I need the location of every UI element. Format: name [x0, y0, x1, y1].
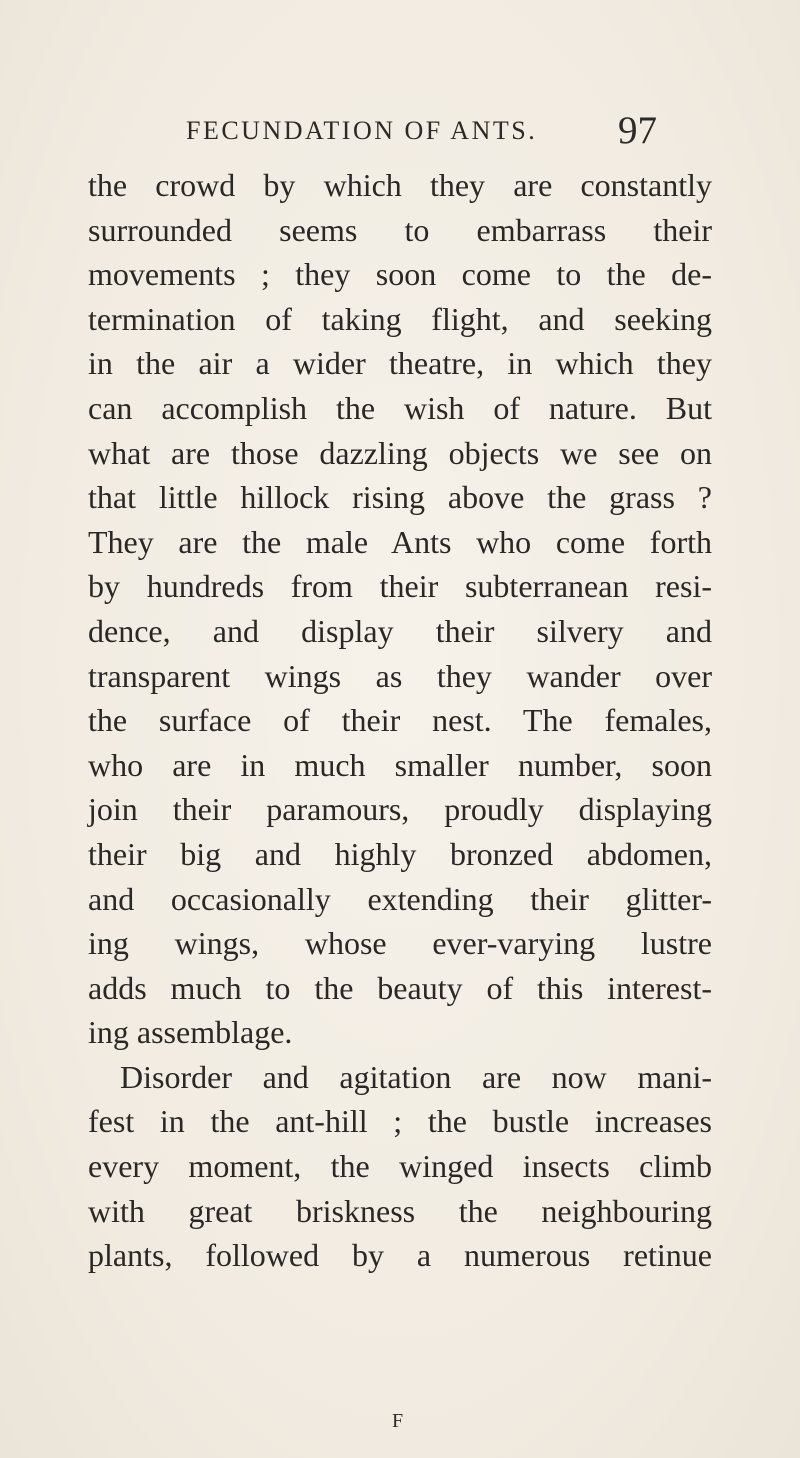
text-line: movements ; they soon come to the de-	[88, 256, 712, 293]
text-line: and occasionally extending their glitter-	[88, 880, 712, 917]
page-header	[0, 108, 800, 158]
text-line: plants, followed by a numerous retinue	[88, 1237, 712, 1274]
text-line: join their paramours, proudly displaying	[88, 791, 712, 828]
text-line: that little hillock rising above the grass ?	[88, 479, 712, 516]
text-line: adds much to the beauty of this interest-	[88, 969, 712, 1006]
running-title: FECUNDATION OF ANTS.	[186, 116, 538, 145]
text-line: termination of taking flight, and seeking	[88, 300, 712, 337]
text-line: the surface of their nest. The females,	[88, 702, 712, 739]
text-line: Disorder and agitation are now mani-	[120, 1058, 712, 1095]
text-line: ing assemblage.	[88, 1014, 293, 1051]
text-line: with great briskness the neighbouring	[88, 1192, 712, 1229]
text-line: every moment, the winged insects climb	[88, 1148, 712, 1185]
text-line: surrounded seems to embarrass their	[88, 211, 712, 248]
text-line: their big and highly bronzed abdomen,	[88, 835, 712, 872]
text-line: transparent wings as they wander over	[88, 657, 712, 694]
text-line: in the air a wider theatre, in which they	[88, 345, 712, 382]
text-line: who are in much smaller number, soon	[88, 746, 712, 783]
text-line: They are the male Ants who come forth	[88, 523, 712, 560]
page-number: 97	[618, 109, 657, 152]
text-line: what are those dazzling objects we see on	[88, 434, 712, 471]
text-line: dence, and display their silvery and	[88, 612, 712, 649]
text-line: ing wings, whose ever-varying lustre	[88, 925, 712, 962]
text-line: fest in the ant-hill ; the bustle increases	[88, 1103, 712, 1140]
signature-mark: F	[392, 1410, 404, 1432]
body-text	[88, 163, 712, 1278]
text-line: the crowd by which they are constantly	[88, 167, 712, 203]
text-line: by hundreds from their subterranean resi-	[88, 568, 712, 605]
text-line: can accomplish the wish of nature. But	[88, 389, 712, 426]
